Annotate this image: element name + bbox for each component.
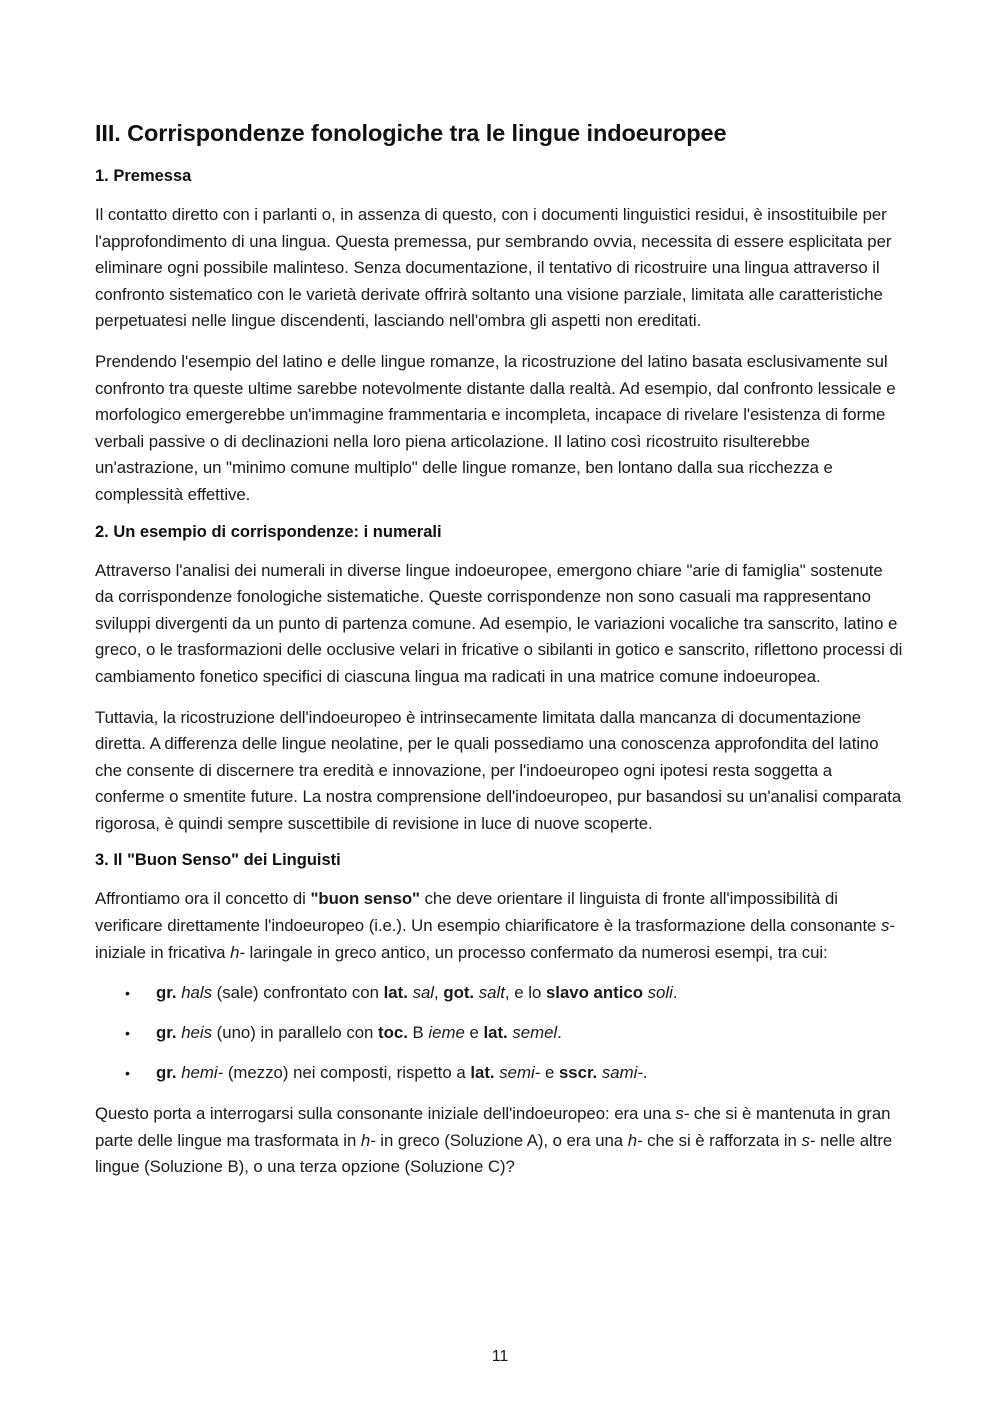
italic-run: semel — [512, 1023, 558, 1043]
text-run: iniziale in fricativa — [95, 942, 231, 962]
chapter-title: III. Corrispondenze fonologiche tra le lingue indoeuropee — [95, 120, 727, 146]
page-number: 11 — [491, 1348, 509, 1365]
italic-run: hals — [181, 983, 212, 1003]
bold-run: got. — [443, 983, 475, 1003]
text-run: . — [642, 1063, 648, 1083]
text-run: che si è rafforzata in — [642, 1130, 802, 1150]
paragraph: Prendendo l'esempio del latino e delle lingue romanze, la ricostruzione del latino basata esclusivamente sul confronto tra queste ultime sarebbe notevolmente distante dalla realtà. Ad esempio, dal confronto lessicale e morfologico emergerebbe un'immagine frammentaria e incompleta, incapace di rivelare l'esistenza di forme verbali passive o di declinazioni nella loro piena articolazione. Il latino così ricostruito risulterebbe un'astrazione, un "minimo comune multiplo" delle lingue romanze, ben lontano dalla sua ricchezza e complessità effettive. — [95, 351, 896, 504]
text-run: . — [557, 1023, 562, 1043]
text-run: che si è mantenuta in gran parte delle lingue ma trasformata in — [95, 1104, 891, 1150]
bullet-icon: • — [125, 1065, 130, 1082]
bold-run: lat. — [383, 983, 408, 1003]
bold-run: toc. — [378, 1023, 408, 1043]
bold-run: gr. — [156, 1063, 177, 1083]
text-run: Questo porta a interrogarsi sulla consonante iniziale dell'indoeuropeo: era una — [95, 1104, 676, 1124]
bold-run: slavo antico — [545, 983, 643, 1003]
text-run: che deve orientare il linguista di fronte all'impossibilità di verificare direttamente l'indoeuropeo (i.e.). Un esempio chiarificatore è la trasformazione della consonante — [95, 889, 881, 936]
italic-run: salt — [478, 983, 505, 1003]
italic-run: sal — [412, 983, 435, 1003]
text-run: B — [407, 1023, 429, 1043]
section-heading-numerali: 2. Un esempio di corrispondenze: i numerali — [95, 522, 442, 541]
list-item — [95, 980, 905, 1007]
section-heading-premessa: 1. Premessa — [95, 167, 192, 185]
text-run: laringale in greco antico, un processo confermato da numerosi esempi, tra cui: — [244, 942, 828, 962]
italic-run: ieme — [428, 1023, 465, 1043]
list-item — [95, 1020, 905, 1047]
italic-run: s- — [675, 1104, 690, 1124]
paragraph-closing — [95, 1101, 905, 1181]
text-run: in greco (Soluzione A), o era una — [375, 1130, 628, 1150]
italic-run: h- — [627, 1130, 643, 1150]
text-run: nelle altre lingue (Soluzione B), o una terza opzione (Soluzione C)? — [95, 1130, 893, 1177]
paragraph-intro — [95, 886, 905, 966]
italic-run: hemi- — [181, 1063, 224, 1083]
text-run: , — [434, 983, 444, 1003]
italic-run: semi- — [499, 1063, 541, 1083]
bold-run: gr. — [156, 1023, 177, 1043]
italic-run: sami- — [601, 1063, 643, 1083]
bold-run: sscr. — [558, 1063, 598, 1083]
italic-run: h- — [230, 942, 245, 962]
bullet-icon: • — [125, 1025, 130, 1042]
bold-run: "buon senso" — [310, 889, 420, 909]
italic-run: s- — [801, 1130, 816, 1150]
text-run: e — [464, 1023, 484, 1043]
bold-run: lat. — [470, 1063, 495, 1083]
italic-run: heis — [181, 1023, 212, 1043]
bold-run: lat. — [483, 1023, 508, 1043]
text-run: (mezzo) nei composti, rispetto a — [223, 1063, 471, 1083]
text-run: Affrontiamo ora il concetto di — [95, 889, 311, 909]
section-heading-buon-senso: 3. Il "Buon Senso" dei Linguisti — [95, 851, 341, 870]
italic-run: s- — [880, 916, 895, 936]
text-run: e — [540, 1063, 559, 1083]
example-list — [95, 980, 905, 1087]
italic-run: h- — [360, 1130, 376, 1150]
text-run: . — [672, 983, 678, 1003]
bold-run: gr. — [156, 983, 177, 1003]
text-run: (sale) confrontato con — [212, 983, 384, 1003]
bullet-icon: • — [125, 985, 130, 1002]
text-run: (uno) in parallelo con — [212, 1023, 379, 1043]
paragraph: Attraverso l'analisi dei numerali in diverse lingue indoeuropee, emergono chiare "arie di famiglia" sostenute da corrispondenze fonologiche sistematiche. Queste corrispondenze non sono casuali ma rappresentano sviluppi divergenti da un punto di partenza comune. Ad esempio, le variazioni vocaliche tra sanscrito, latino e greco, o le trasformazioni delle occlusive velari in fricative o sibilanti in gotico e sanscrito, riflettono processi di cambiamento fonetico specifici di ciascuna lingua ma radicati in una matrice comune indoeuropea. — [95, 560, 903, 686]
italic-run: soli — [647, 983, 673, 1003]
text-run: , e lo — [504, 983, 546, 1003]
paragraph: Tuttavia, la ricostruzione dell'indoeuropeo è intrinsecamente limitata dalla mancanza di documentazione diretta. A differenza delle lingue neolatine, per le quali possediamo una conoscenza approfondita del latino che consente di discernere tra eredità e innovazione, per l'indoeuropeo ogni ipotesi resta soggetta a conferme o smentite future. La nostra comprensione dell'indoeuropeo, pur basandosi su un'analisi comparata rigorosa, è quindi sempre suscettibile di revisione in luce di nuove scoperte. — [95, 707, 902, 833]
paragraph: Il contatto diretto con i parlanti o, in assenza di questo, con i documenti linguistici residui, è insostituibile per l'approfondimento di una lingua. Questa premessa, pur sembrando ovvia, necessita di essere esplicitata per eliminare ogni possibile malinteso. Senza documentazione, il tentativo di ricostruire una lingua attraverso il confronto sistematico con le varietà derivate offrirà soltanto una visione parziale, limitata alle caratteristiche perpetuatesi nelle lingue discendenti, lasciando nell'ombra gli aspetti non ereditati. — [95, 205, 892, 331]
list-item — [95, 1060, 905, 1087]
